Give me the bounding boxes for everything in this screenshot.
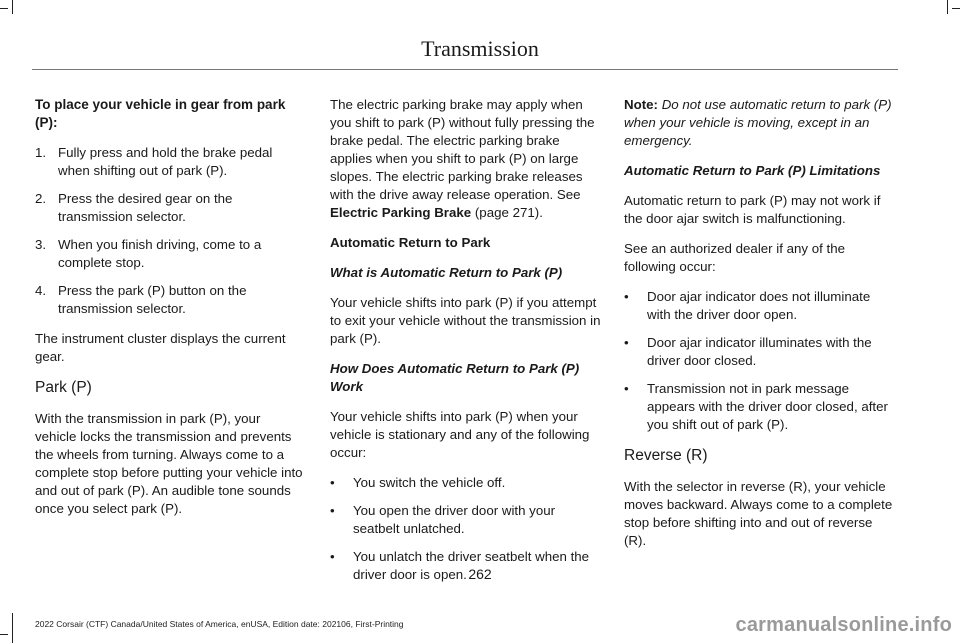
- bullet-icon: •: [330, 549, 335, 564]
- crop-mark: [947, 0, 948, 14]
- epb-text: The electric parking brake may apply when you shift to park (P) without fully pressing the brake pedal. The electric parking brake applies when you shift to park (P) on large slopes. The electric parking brake releases with the drive away release operation. See: [330, 97, 595, 202]
- list-item: [35, 282, 305, 318]
- column-middle: [330, 96, 602, 596]
- list-item: [35, 190, 305, 226]
- bullet-icon: •: [624, 289, 629, 304]
- crop-mark: [952, 8, 960, 9]
- list-item: [330, 474, 602, 492]
- limitations-paragraph: Automatic return to park (P) may not work if the door ajar switch is malfunctioning.: [624, 193, 881, 226]
- bullet-icon: •: [624, 335, 629, 350]
- what-is-paragraph: Your vehicle shifts into park (P) if you attempt to exit your vehicle without the transmission in park (P).: [330, 295, 601, 346]
- bullet-text: Transmission not in park message appears with the driver door closed, after you shift out of park (P).: [647, 381, 888, 432]
- crop-mark: [12, 613, 13, 643]
- epb-link[interactable]: Electric Parking Brake: [330, 205, 472, 220]
- what-is-heading: What is Automatic Return to Park (P): [330, 265, 563, 280]
- how-does-paragraph: Your vehicle shifts into park (P) when your vehicle is stationary and any of the following occur:: [330, 409, 590, 460]
- step-text: Press the park (P) button on the transmission selector.: [58, 283, 247, 316]
- column-left: [35, 96, 305, 530]
- step-text: Fully press and hold the brake pedal when shifting out of park (P).: [58, 145, 273, 178]
- cluster-paragraph: The instrument cluster displays the current gear.: [35, 331, 286, 364]
- step-number: 1.: [35, 145, 47, 160]
- bullet-text: Door ajar indicator does not illuminate with the driver door open.: [647, 289, 871, 322]
- list-item: [330, 502, 602, 538]
- step-text: When you finish driving, come to a complete stop.: [58, 237, 262, 270]
- dealer-paragraph: See an authorized dealer if any of the following occur:: [624, 241, 846, 274]
- step-number: 2.: [35, 191, 47, 206]
- list-item: [624, 288, 896, 324]
- bullet-icon: •: [624, 381, 629, 396]
- auto-return-heading: Automatic Return to Park: [330, 235, 491, 250]
- step-number: 3.: [35, 237, 47, 252]
- watermark-logo: carmanualsonline.info: [735, 614, 952, 636]
- bullet-icon: •: [330, 503, 335, 518]
- bullet-icon: •: [330, 475, 335, 490]
- note-label: Note:: [624, 97, 658, 112]
- gear-steps-list: [35, 144, 305, 318]
- epb-paragraph: [330, 96, 602, 222]
- step-text: Press the desired gear on the transmission selector.: [58, 191, 233, 224]
- gear-from-park-heading: To place your vehicle in gear from park (P):: [35, 97, 286, 130]
- page-title: Transmission: [421, 36, 539, 61]
- park-paragraph: With the transmission in park (P), your vehicle locks the transmission and prevents the wheels from turning. Always come to a complete stop before putting your vehicle into and out of park (P). An audible tone sounds once you select park (P).: [35, 411, 303, 516]
- note-text: Do not use automatic return to park (P) when your vehicle is moving, except in an emergency.: [624, 97, 892, 148]
- column-right: [624, 96, 896, 562]
- bullet-text: You unlatch the driver seatbelt when the driver door is open.: [353, 549, 590, 582]
- crop-mark: [12, 0, 13, 14]
- list-item: [624, 380, 896, 434]
- dealer-conditions-list: [624, 288, 896, 434]
- list-item: [35, 236, 305, 272]
- note-paragraph: [624, 96, 896, 150]
- park-heading: Park (P): [35, 379, 92, 396]
- header-divider: [32, 69, 898, 70]
- edition-footer: 2022 Corsair (CTF) Canada/United States of America, enUSA, Edition date: 202106, First-Printing: [35, 619, 404, 629]
- how-does-heading: How Does Automatic Return to Park (P) Work: [330, 361, 580, 394]
- bullet-text: You switch the vehicle off.: [353, 475, 506, 490]
- step-number: 4.: [35, 283, 47, 298]
- reverse-paragraph: With the selector in reverse (R), your vehicle moves backward. Always come to a complete stop before shifting into and out of reverse (R).: [624, 479, 893, 548]
- bullet-text: Door ajar indicator illuminates with the driver door closed.: [647, 335, 872, 368]
- crop-mark: [0, 634, 8, 635]
- bullet-text: You open the driver door with your seatbelt unlatched.: [353, 503, 556, 536]
- list-item: [35, 144, 305, 180]
- page-number: 262: [468, 566, 492, 582]
- crop-mark: [0, 8, 8, 9]
- limitations-heading: Automatic Return to Park (P) Limitations: [624, 163, 881, 178]
- epb-page-ref: (page 271).: [474, 205, 543, 220]
- reverse-heading: Reverse (R): [624, 447, 708, 464]
- list-item: [624, 334, 896, 370]
